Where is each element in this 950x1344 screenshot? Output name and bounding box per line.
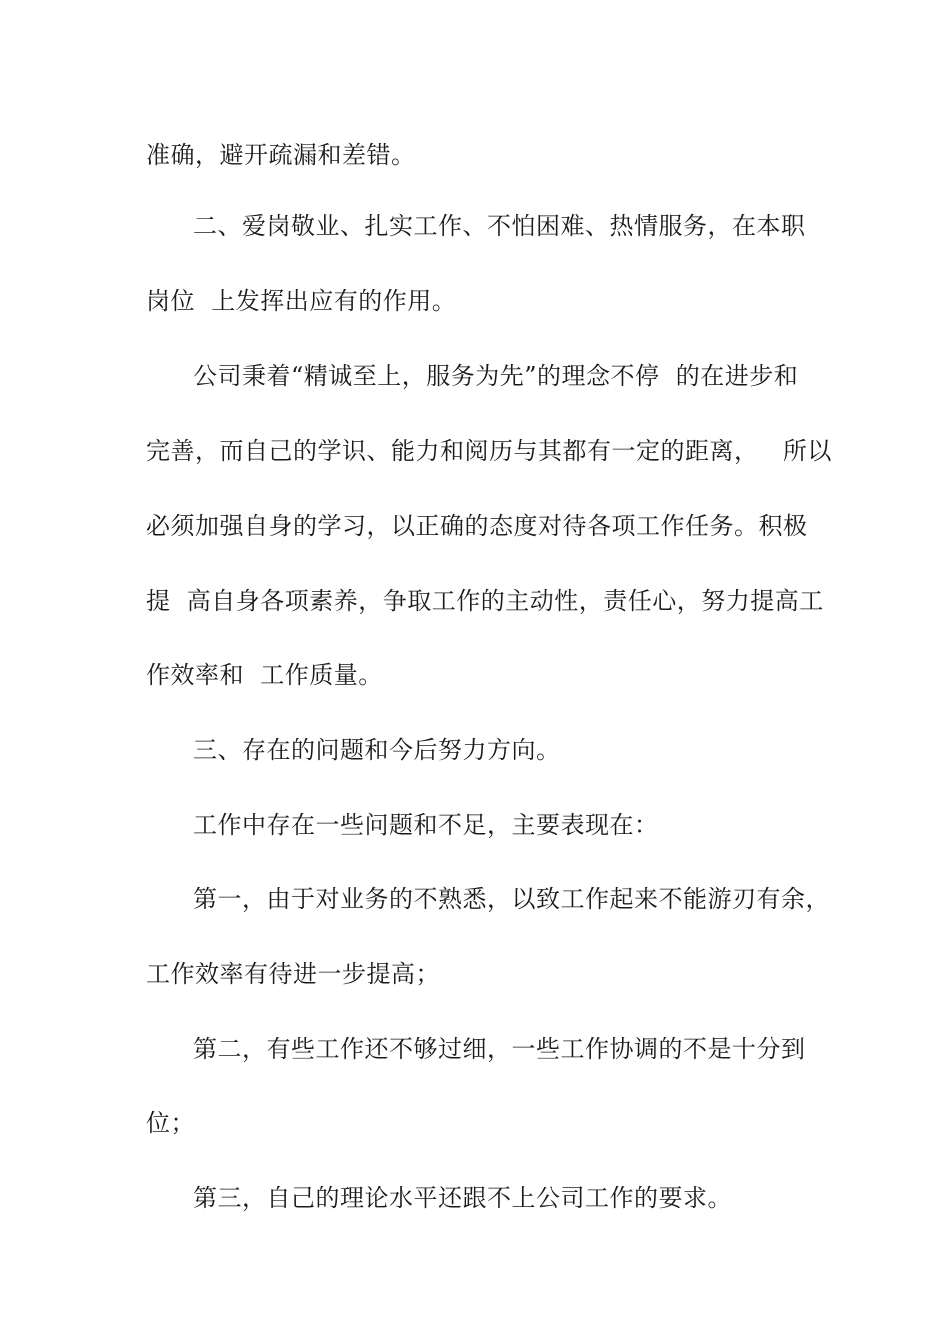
- paragraph-start: 工作中存在一些问题和不足，主要表现在：: [193, 811, 659, 839]
- list-item-1: 第一，由于对业务的不熟悉，以致工作起来不能游刃有余，: [193, 885, 830, 913]
- list-item-2: 第二，有些工作还不够过细，一些工作协调的不是十分到: [193, 1035, 806, 1063]
- text-line: 完善，而自己的学识、能力和阅历与其都有一定的距离， 所以: [146, 437, 832, 465]
- text-line: 必须加强自身的学习，以正确的态度对待各项工作任务。积极: [146, 512, 808, 540]
- text-line: 位；: [146, 1109, 195, 1137]
- text-line: 岗位 上发挥出应有的作用。: [146, 287, 457, 315]
- text-line: 准确，避开疏漏和差错。: [146, 141, 416, 169]
- text-line: 提 高自身各项素养，争取工作的主动性，责任心，努力提高工: [146, 587, 824, 615]
- section-heading: 二、爱岗敬业、扎实工作、不怕困难、热情服务，在本职: [193, 212, 806, 240]
- section-heading: 三、存在的问题和今后努力方向。: [193, 736, 561, 764]
- text-line: 工作效率有待进一步提高；: [146, 960, 440, 988]
- paragraph-start: 公司秉着“精诚至上，服务为先”的理念不停 的在进步和: [193, 362, 799, 390]
- text-line: 作效率和 工作质量。: [146, 661, 383, 689]
- list-item-3: 第三，自己的理论水平还跟不上公司工作的要求。: [193, 1184, 732, 1212]
